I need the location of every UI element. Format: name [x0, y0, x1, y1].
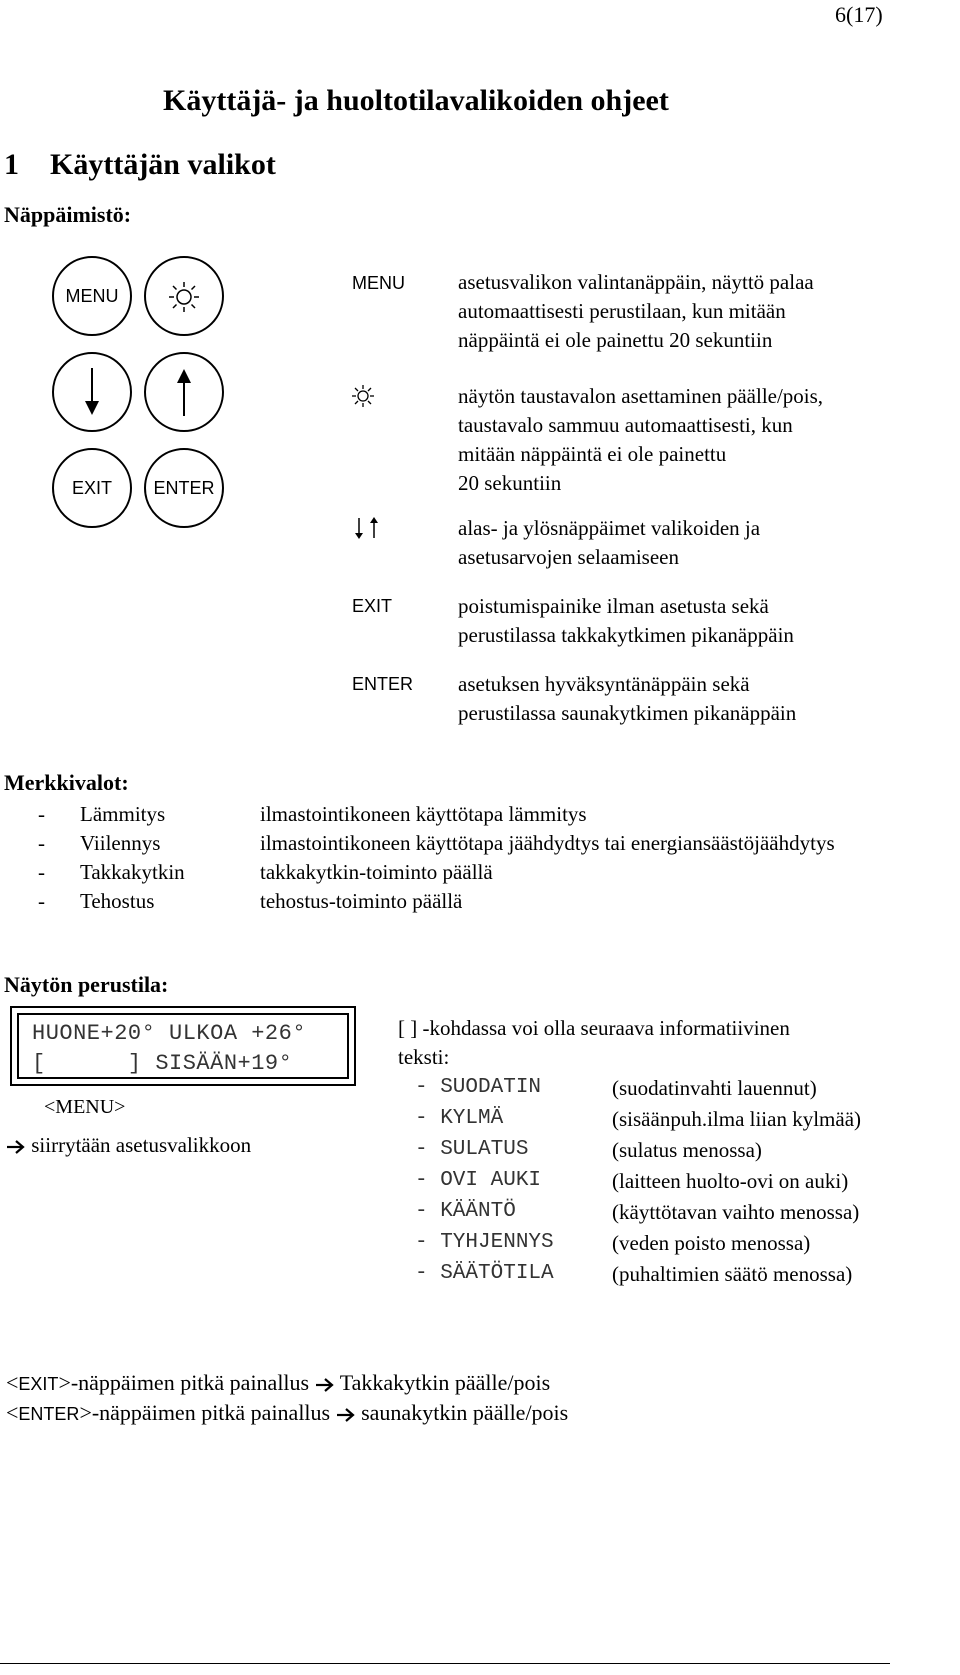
desc-line: asetusvalikon valintanäppäin, näyttö palaa: [458, 270, 814, 294]
long-press-text: >-näppäimen pitkä painallus: [79, 1400, 331, 1425]
up-key: [144, 352, 224, 432]
key-label-menu: MENU: [352, 273, 405, 293]
long-press-enter: [6, 1400, 568, 1426]
info-code: - KYLMÄ: [415, 1107, 504, 1130]
exit-key-label: EXIT: [71, 477, 112, 498]
info-desc: (veden poisto menossa): [612, 1231, 811, 1255]
desc-line: perustilassa takkakytkimen pikanäppäin: [458, 623, 794, 647]
info-intro-2: teksti:: [398, 1045, 450, 1069]
desc-line: asetuksen hyväksyntänäppäin sekä: [458, 672, 750, 696]
desc-line: näppäintä ei ole painettu 20 sekuntiin: [458, 328, 773, 352]
display-heading: Näytön perustila:: [4, 972, 169, 997]
menu-key-label: MENU: [65, 285, 119, 306]
section-title-text: Käyttäjän valikot: [50, 148, 276, 181]
indicator-name: Tehostus: [80, 889, 155, 913]
lcd-line-2: [ ] SISÄÄN+19°: [32, 1051, 293, 1076]
key-label-enter: ENTER: [352, 674, 414, 694]
info-desc: (laitteen huolto-ovi on auki): [612, 1169, 849, 1193]
lcd-line-1: HUONE+20° ULKOA +26°: [32, 1021, 307, 1046]
enter-key: [144, 448, 224, 528]
info-desc: (puhaltimien säätö menossa): [612, 1262, 853, 1286]
indicator-desc: takkakytkin-toiminto päällä: [260, 860, 493, 884]
info-desc: (sulatus menossa): [612, 1138, 762, 1162]
desc-line: automaattisesti perustilaan, kun mitään: [458, 299, 786, 323]
menu-key: [52, 256, 132, 336]
info-code: - SUODATIN: [415, 1076, 542, 1099]
page-number: 6(17): [835, 2, 883, 27]
desc-line: 20 sekuntiin: [458, 471, 562, 495]
key-name: EXIT: [18, 1374, 59, 1394]
document-title: Käyttäjä- ja huoltotilavalikoiden ohjeet: [163, 84, 669, 117]
info-code: - SÄÄTÖTILA: [415, 1262, 554, 1285]
key-desc-enter: [458, 670, 928, 728]
desc-line: näytön taustavalon asettaminen päälle/pois,: [458, 384, 824, 408]
key-label-exit: EXIT: [352, 596, 393, 616]
light-key: [144, 256, 224, 336]
key-desc-arrows: [458, 514, 928, 572]
info-desc: (suodatinvahti lauennut): [612, 1076, 817, 1100]
goto-menu-line: [6, 1133, 251, 1158]
arrow-right-icon: [336, 1407, 356, 1423]
footer-rule: [0, 1663, 890, 1664]
info-desc: (käyttötavan vaihto menossa): [612, 1200, 860, 1224]
section-title: [4, 148, 276, 182]
desc-line: perustilassa saunakytkimen pikanäppäin: [458, 701, 797, 725]
desc-line: taustavalo sammuu automaattisesti, kun: [458, 413, 793, 437]
key-name: ENTER: [18, 1404, 80, 1424]
arrow-down-icon: [82, 368, 102, 416]
exit-key: [52, 448, 132, 528]
menu-key-text: <MENU>: [44, 1096, 126, 1118]
arrow-right-icon: [6, 1139, 26, 1155]
down-key: [52, 352, 132, 432]
enter-key-label: ENTER: [153, 477, 215, 498]
list-dash: -: [38, 860, 45, 884]
key-desc-menu: [458, 268, 928, 355]
indicator-name: Viilennys: [80, 831, 161, 855]
lcd-display-inner: [17, 1013, 349, 1079]
up-down-arrows-icon: [352, 516, 382, 540]
list-dash: -: [38, 802, 45, 826]
indicator-name: Lämmitys: [80, 802, 166, 826]
long-press-result: saunakytkin päälle/pois: [361, 1400, 569, 1425]
indicator-heating: [38, 800, 165, 829]
long-press-text: >-näppäimen pitkä painallus: [58, 1370, 310, 1395]
info-code: - OVI AUKI: [415, 1169, 542, 1192]
desc-line: alas- ja ylösnäppäimet valikoiden ja: [458, 516, 761, 540]
section-number: 1: [4, 148, 19, 181]
arrow-right-icon: [315, 1377, 335, 1393]
goto-text: siirrytään asetusvalikkoon: [31, 1133, 252, 1157]
long-press-exit: [6, 1370, 550, 1396]
indicator-boost: [38, 887, 154, 916]
long-press-result: Takkakytkin päälle/pois: [339, 1370, 551, 1395]
lcd-display: [10, 1006, 356, 1086]
list-dash: -: [38, 831, 45, 855]
indicator-desc: ilmastointikoneen käyttötapa jäähdydtys tai energiansäästöjäähdytys: [260, 831, 835, 855]
keypad-heading: Näppäimistö:: [4, 202, 132, 227]
list-dash: -: [38, 889, 45, 913]
indicator-desc: ilmastointikoneen käyttötapa lämmitys: [260, 802, 587, 826]
indicator-desc: tehostus-toiminto päällä: [260, 889, 463, 913]
indicator-name: Takkakytkin: [80, 860, 185, 884]
indicator-cooling: [38, 829, 160, 858]
sun-icon: [351, 384, 375, 408]
bracket-open: <: [6, 1400, 19, 1425]
bracket-open: <: [6, 1370, 19, 1395]
desc-line: asetusarvojen selaamiseen: [458, 545, 679, 569]
info-code: - SULATUS: [415, 1138, 529, 1161]
info-code: - KÄÄNTÖ: [415, 1200, 516, 1223]
info-intro-1: [ ] -kohdassa voi olla seuraava informatiivinen: [398, 1016, 790, 1040]
indicators-heading: Merkkivalot:: [4, 770, 129, 795]
menu-key-ref: [44, 1096, 125, 1119]
desc-line: mitään näppäintä ei ole painettu: [458, 442, 727, 466]
indicator-fireplace: [38, 858, 185, 887]
desc-line: poistumispainike ilman asetusta sekä: [458, 594, 769, 618]
key-desc-exit: [458, 592, 928, 650]
sun-icon: [167, 279, 201, 313]
arrow-up-icon: [174, 368, 194, 416]
info-desc: (sisäänpuh.ilma liian kylmää): [612, 1107, 862, 1131]
key-desc-light: [458, 382, 928, 498]
info-code: - TYHJENNYS: [415, 1231, 554, 1254]
